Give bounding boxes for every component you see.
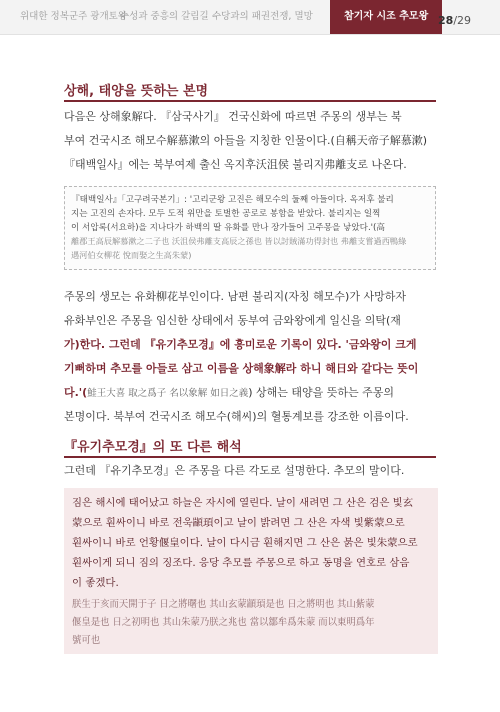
footnote-line: 『태백일사』「고구려국본기」: '고리군왕 고진은 해모수의 둘째 아들이다. 옥저후 불리 [71,195,394,205]
section-title-underline [64,456,436,458]
highlighted-text: 가)한다. 그런데 『유기추모경』에 흥미로운 기록이 있다. '금와왕이 크게 [64,338,417,351]
quote-line: 훤싸이니 바로 언황偃皇이다. 날이 다시금 훤해지면 그 산은 붉은 빛朱蒙으로 [72,537,418,549]
page-current: 28 [438,14,454,27]
body-paragraph-line [64,386,444,401]
highlighted-text: 기뻐하며 추모를 아들로 삼고 이름을 상해象解라 하니 해日와 같다는 뜻이 [64,362,419,375]
quote-line: 훤싸이게 되니 짐의 징조다. 응당 추모를 주몽으로 하고 동명을 연호로 삼음 [72,557,410,569]
footnote-line: 지는 고진의 손자다. 모두 도적 위만을 토벌한 공로로 봉함을 받았다. 불리지는 일찍 [71,209,381,219]
body-paragraph-line: 주몽의 생모는 유화柳花부인이다. 남편 불리지(자칭 해모수)가 사망하자 [64,290,406,303]
body-paragraph-line: 유화부인은 주몽을 임신한 상태에서 동부여 금와왕에게 일신을 의탁(재 [64,314,401,327]
section-title: 상해, 태양을 뜻하는 본명 [64,84,209,99]
tab-conqueror[interactable]: 위대한 정복군주 광개토왕 [20,11,127,22]
body-paragraph-line: 그런데 『유기추모경』은 주몽을 다른 각도로 설명한다. 추모의 말이다. [64,464,405,477]
quote-line: 짐은 해시에 태어났고 하늘은 자시에 열린다. 날이 새려면 그 산은 검은 빛玄 [72,497,414,509]
body-paragraph-line: 다음은 상해象解다. 『삼국사기』 건국신화에 따르면 주몽의 생부는 북 [64,110,402,123]
body-paragraph-line: 본명이다. 북부여 건국시조 해모수(해씨)의 혈통계보를 강조한 이름이다. [64,410,409,423]
footnote-box [64,186,436,270]
quote-hanja-line: 朕生于亥而天開于子 日之將曙也 其山玄蒙顓頊是也 日之將明也 其山紫蒙 [72,599,375,610]
tab-sui-tang-war[interactable]: 수당과의 패권전쟁, 멸망 [212,11,313,22]
hanja-citation: 鮭王大喜 取之爲子 名以象解 如日之義 [87,388,249,399]
tab-crossroads[interactable]: 수성과 중흥의 갈림길 [120,11,209,22]
body-text: ) 상해는 태양을 뜻하는 주몽의 [248,386,395,399]
chapter-tab-bar [0,0,500,35]
page-total: 29 [457,14,472,27]
quote-hanja-line: 偃皇是也 日之初明也 其山朱蒙乃朕之兆也 當以鄒牟爲朱蒙 而以東明爲年 [72,617,375,628]
section-title-underline [64,100,436,102]
footnote-line: 이 서압록(서요하)을 지나다가 하백의 딸 유화를 만나 장가들어 고주몽을 낳았다.'(高 [71,223,385,233]
highlighted-text: 다.'( [64,386,88,399]
footnote-hanja-line: 遇河伯女柳花 悅而娶之生高朱蒙) [71,250,192,260]
page-separator: / [453,14,458,27]
quote-line: 蒙으로 훤싸이니 바로 전욱顓頊이고 날이 밝려면 그 산은 자색 빛紫蒙으로 [72,517,405,529]
body-paragraph-line [64,362,444,376]
section-title: 『유기추모경』의 또 다른 해석 [64,440,242,455]
quote-line: 이 좋겠다. [72,577,119,589]
page-indicator [438,14,471,27]
body-paragraph-line: 『태백일사』에는 북부여제 출신 옥지후沃沮侯 불리지弗離支로 나온다. [64,158,407,171]
footnote-hanja-line: 離郡王高辰解慕漱之二子也 沃沮侯弗離支高辰之孫也 皆以討賊滿功得封也 弗離支嘗過西鴨綠 [71,236,407,246]
body-paragraph-line [64,338,444,352]
quote-box [64,488,438,654]
quote-hanja-line: 號可也 [72,635,101,646]
body-paragraph-line: 부여 건국시조 해모수解慕漱의 아들을 지칭한 인물이다.(自稱天帝子解慕漱) [64,134,428,147]
tab-founder-chumo[interactable]: 참기자 시조 추모왕 [330,0,442,34]
